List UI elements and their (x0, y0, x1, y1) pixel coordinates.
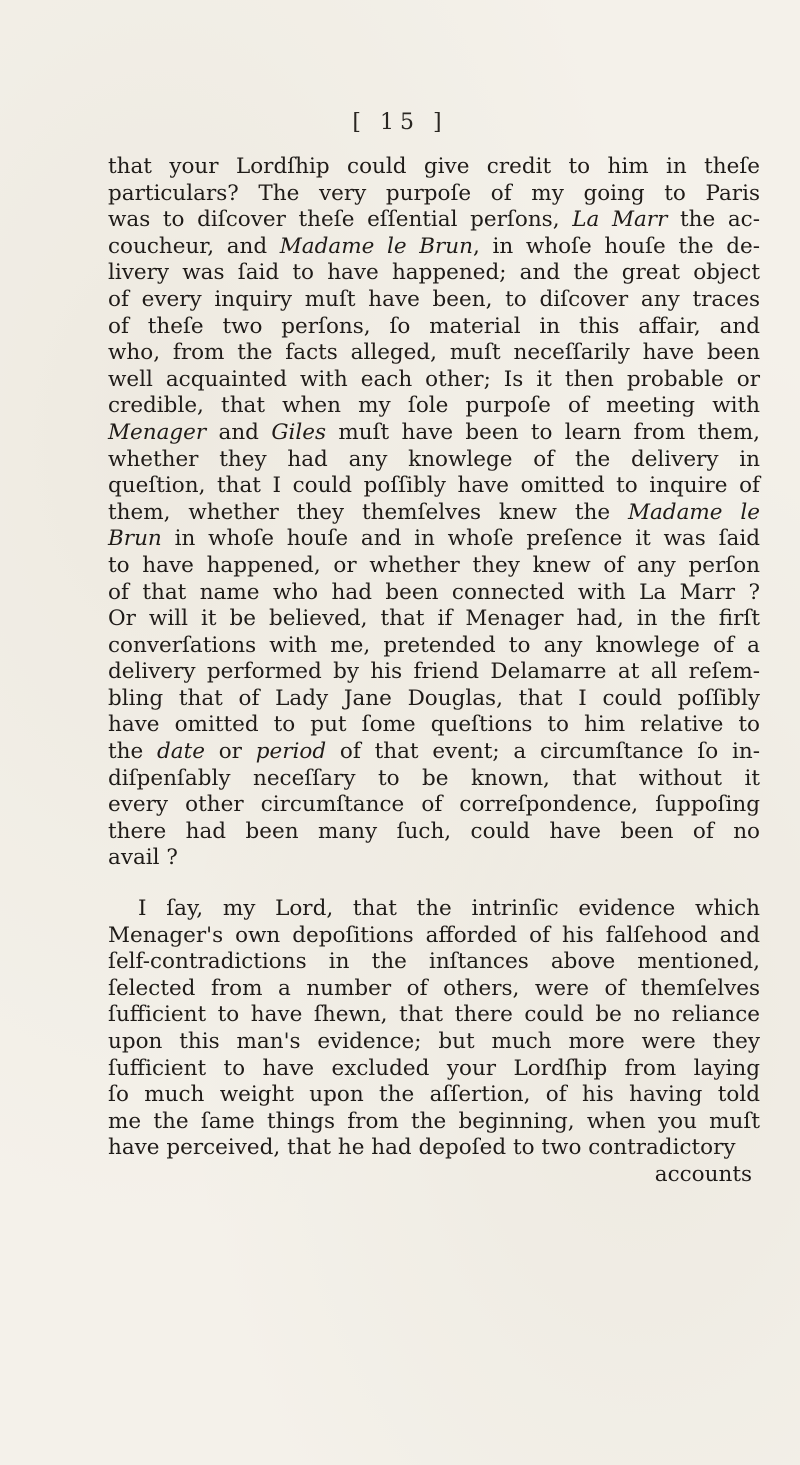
text-segment: them, whether they themſelves knew the (108, 499, 628, 525)
text-segment: whether they had any knowlege of the delivery in (108, 446, 760, 472)
text-segment: livery was ſaid to have happened; and the great object (108, 260, 760, 286)
italic-text-segment: Brun (108, 526, 162, 552)
italic-text-segment: date (157, 739, 205, 765)
text-line (108, 949, 760, 976)
text-line (108, 712, 760, 739)
text-segment: the ac- (667, 207, 760, 233)
text-segment: muſt have been to learn from them, (326, 419, 760, 445)
text-segment: have perceived, that he had depoſed to two contradictory (108, 1135, 736, 1161)
italic-text-segment: Madame le Brun (279, 233, 473, 259)
text-line (108, 314, 760, 341)
text-segment: ſufficient to have excluded your Lordſhip from laying (108, 1055, 760, 1081)
italic-text-segment: La Marr (572, 207, 668, 233)
text-line (108, 367, 760, 394)
text-segment: the (108, 739, 157, 765)
paragraph-1 (108, 154, 760, 872)
text-segment: coucheur, and (108, 233, 280, 259)
text-segment: was to diſcover theſe eſſential perſons, (108, 207, 573, 233)
text-segment: queſtion, that I could poſſibly have omitted to inquire of (108, 473, 760, 499)
text-line (108, 1109, 760, 1136)
text-segment: of every inquiry muſt have been, to diſcover any traces (108, 286, 760, 312)
text-line (108, 580, 760, 607)
text-segment: ſo much weight upon the aſſertion, of his having told (108, 1082, 760, 1108)
text-segment: that your Lordſhip could give credit to him in theſe (108, 154, 760, 179)
text-line (108, 473, 760, 500)
text-line (108, 1002, 760, 1029)
text-segment: ſufficient to have ſhewn, that there could be no reliance (108, 1002, 760, 1028)
text-line (108, 1056, 760, 1083)
catchword: accounts (654, 1161, 752, 1187)
text-line (108, 340, 760, 367)
page-number: [ 15 ] (352, 110, 448, 135)
text-segment: Menager's own depoſitions afforded of his falſehood and (108, 922, 760, 948)
italic-text-segment: Menager (108, 419, 207, 445)
text-line (108, 896, 760, 923)
text-line (108, 260, 760, 287)
italic-text-segment: Madame le (627, 499, 760, 525)
text-segment: every other circumſtance of correſpondence, ſuppoſing (108, 792, 760, 818)
text-segment: bling that of Lady Jane Douglas, that I could poſſibly (108, 685, 760, 711)
paragraph-gap (108, 872, 760, 896)
text-segment: and (206, 419, 272, 445)
text-segment: of theſe two perſons, ſo material in this affair, and (108, 313, 760, 339)
text-line (108, 154, 760, 181)
text-line (108, 1029, 760, 1056)
text-segment: well acquainted with each other; Is it then probable or (108, 366, 760, 392)
text-segment: diſpenſably neceſſary to be known, that without it (108, 765, 760, 791)
text-segment: upon this man's evidence; but much more were they (108, 1029, 760, 1054)
text-segment: I ſay, my Lord, that the intrinſic evidence which (138, 896, 760, 922)
text-line (108, 606, 760, 633)
text-line (108, 686, 760, 713)
text-segment: particulars? The very purpoſe of my going to Paris (108, 180, 760, 206)
text-segment: of that event; a circumſtance ſo in- (326, 739, 760, 765)
text-line (108, 553, 760, 580)
text-segment: , in whoſe houſe the de- (473, 233, 760, 259)
text-segment: me the ſame things from the beginning, when you muſt (108, 1108, 760, 1134)
text-segment: converſations with me, pretended to any knowlege of a (108, 632, 760, 658)
text-segment: of that name who had been connected with La Marr ? (108, 579, 760, 605)
text-line (108, 845, 760, 872)
text-segment: in whoſe houſe and in whoſe preſence it was ſaid (161, 526, 760, 552)
text-line (108, 739, 760, 766)
italic-text-segment: Giles (271, 419, 326, 445)
text-line (108, 976, 760, 1003)
paragraph-2 (108, 896, 760, 1162)
text-segment: Or will it be believed, that if Menager had, in the firſt (108, 606, 760, 632)
body-text (108, 154, 760, 1189)
text-segment: delivery performed by his friend Delamarre at all reſem- (108, 659, 760, 685)
text-line (108, 659, 760, 686)
text-segment: avail ? (108, 845, 178, 871)
text-line (108, 923, 760, 950)
text-segment: or (204, 739, 256, 765)
text-line (108, 526, 760, 553)
text-line (108, 287, 760, 314)
text-line (108, 1082, 760, 1109)
text-line (108, 393, 760, 420)
text-segment: have omitted to put ſome queſtions to him relative to (108, 712, 760, 738)
text-segment: ſelected from a number of others, were of themſelves (108, 975, 760, 1001)
text-line (108, 792, 760, 819)
text-line (108, 1135, 760, 1162)
text-segment: ſelf-contradictions in the inſtances above mentioned, (108, 949, 760, 975)
text-line (108, 500, 760, 527)
text-line (108, 420, 760, 447)
text-segment: credible, that when my ſole purpoſe of meeting with (108, 393, 760, 419)
text-line (108, 447, 760, 474)
text-segment: who, from the facts alleged, muſt neceſſarily have been (108, 340, 760, 366)
text-line (108, 207, 760, 234)
text-line (108, 181, 760, 208)
text-line (108, 766, 760, 793)
text-line (108, 234, 760, 261)
text-segment: there had been many ſuch, could have been of no (108, 818, 760, 844)
text-segment: to have happened, or whether they knew of any perſon (108, 552, 760, 578)
italic-text-segment: period (255, 739, 327, 765)
text-line (108, 819, 760, 846)
text-line (108, 633, 760, 660)
